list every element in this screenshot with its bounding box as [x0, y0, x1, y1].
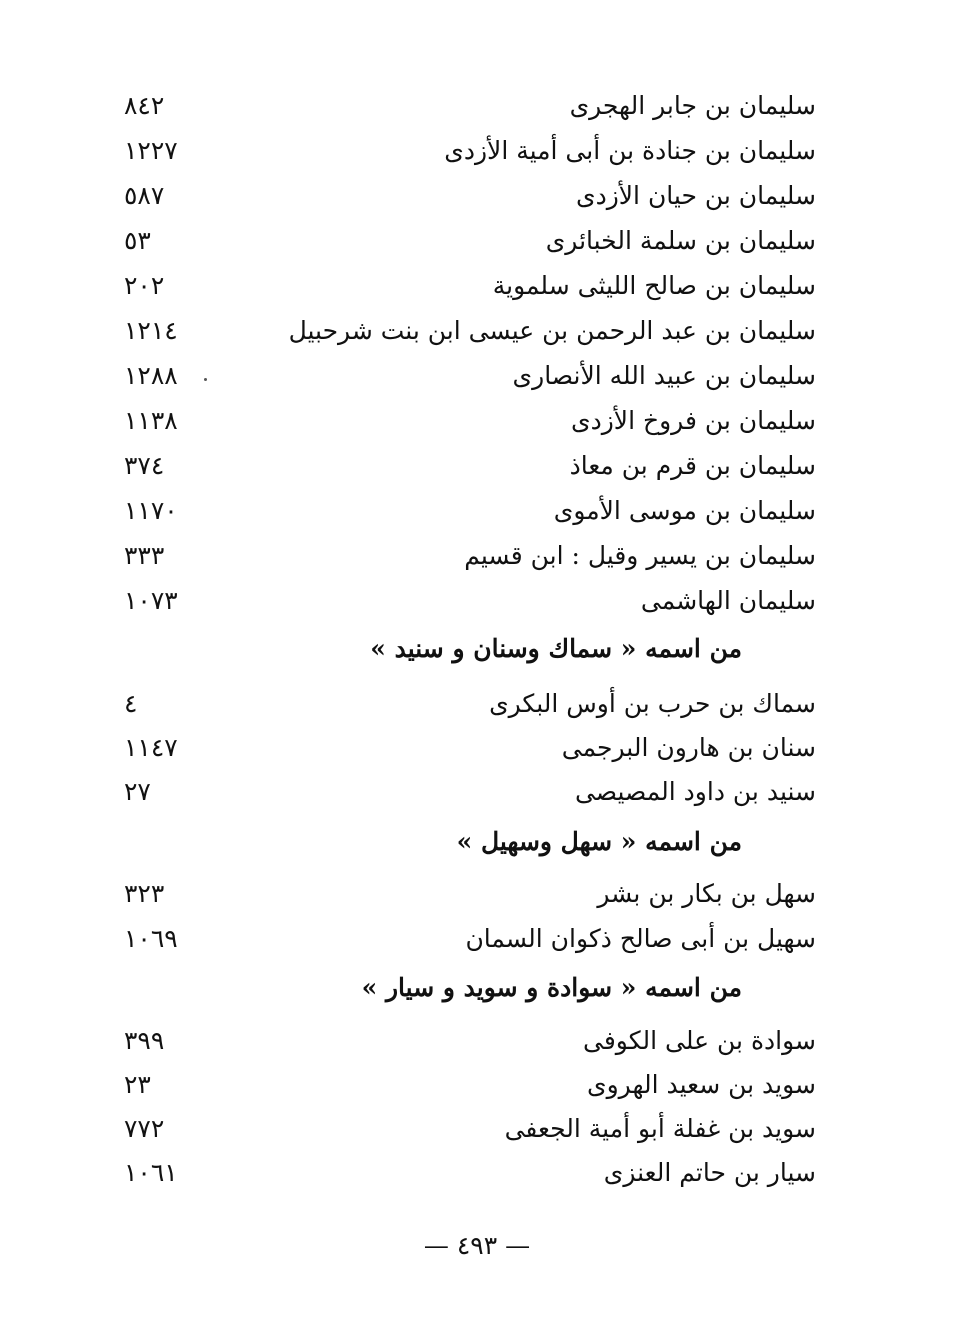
index-entry: [110, 1021, 816, 1061]
entry-name: سليمان بن صالح الليثى سلموية: [492, 271, 816, 300]
index-entry: [110, 874, 816, 914]
entry-page-number: ٥٣: [124, 226, 151, 255]
index-entry: [110, 919, 816, 959]
entry-name: سوادة بن على الكوفى: [583, 1026, 816, 1055]
entry-page-number: ٣٣٣: [124, 541, 165, 570]
entry-name: سليمان الهاشمى: [640, 586, 816, 615]
entry-page-number: ٢٣: [124, 1070, 151, 1099]
index-entry: [110, 356, 816, 396]
index-entry: [110, 131, 816, 171]
entry-page-number: ٢٧: [124, 777, 151, 806]
entry-name: سويد بن غفلة أبو أمية الجعفى: [504, 1114, 816, 1143]
index-entry: [110, 266, 816, 306]
index-entry: [110, 536, 816, 576]
index-entry: [110, 684, 816, 724]
entry-page-number: ٣٩٩: [124, 1026, 165, 1055]
entry-page-number: ١١٣٨: [124, 406, 178, 435]
entry-name: سليمان بن سلمة الخبائرى: [545, 226, 816, 255]
index-entry: [110, 1153, 816, 1193]
entry-page-number: ١٢١٤: [124, 316, 178, 345]
entry-name: سليمان بن موسى الأموى: [553, 496, 816, 525]
entry-name: سنان بن هارون البرجمى: [561, 733, 816, 762]
entry-name: سويد بن سعيد الهروى: [587, 1070, 816, 1099]
entry-page-number: ١٠٧٣: [124, 586, 178, 615]
entry-name: سليمان بن يسير وقيل : ابن قسيم: [464, 541, 816, 570]
entry-name: سليمان بن جنادة بن أبى أمية الأزدى: [444, 136, 816, 165]
entry-page-number: ١٢٨٨: [124, 361, 178, 390]
entry-name: سماك بن حرب بن أوس البكرى: [489, 689, 816, 718]
index-entry: [110, 221, 816, 261]
entry-page-number: ٤: [124, 689, 138, 718]
section-heading: من اسمه « سماك وسنان و سنيد »: [370, 634, 742, 663]
entry-page-number: ١١٤٧: [124, 733, 178, 762]
entry-name: سليمان بن عبد الرحمن بن عيسى ابن بنت شرحبيل: [288, 316, 816, 345]
entry-page-number: ٧٧٢: [124, 1114, 165, 1143]
speck-mark: [204, 378, 207, 381]
entry-page-number: ١٠٦١: [124, 1158, 178, 1187]
index-entry: [110, 728, 816, 768]
entry-page-number: ١٠٦٩: [124, 924, 178, 953]
index-entry: [110, 1109, 816, 1149]
entry-page-number: ١١٧٠: [124, 496, 178, 525]
index-entry: [110, 772, 816, 812]
entry-page-number: ٣٧٤: [124, 451, 165, 480]
entry-name: سهل بن بكار بن بشر: [597, 879, 816, 908]
entry-page-number: ٢٠٢: [124, 271, 165, 300]
entry-page-number: ٣٢٣: [124, 879, 165, 908]
section-heading: من اسمه « سهل وسهيل »: [456, 827, 742, 856]
index-entry: [110, 446, 816, 486]
entry-name: سليمان بن حيان الأزدى: [576, 181, 816, 210]
index-entry: [110, 1065, 816, 1105]
page-number: — ٤٩٣ —: [423, 1231, 531, 1260]
entry-name: سليمان بن جابر الهجرى: [569, 91, 816, 120]
entry-name: سهيل بن أبى صالح ذكوان السمان: [465, 924, 816, 953]
entry-page-number: ١٢٢٧: [124, 136, 178, 165]
index-entry: [110, 401, 816, 441]
entry-name: سيار بن حاتم العنزى: [603, 1158, 816, 1187]
index-entry: [110, 311, 816, 351]
index-entry: [110, 176, 816, 216]
entry-name: سنيد بن داود المصيصى: [574, 777, 816, 806]
entry-name: سليمان بن عبيد الله الأنصارى: [512, 361, 816, 390]
index-entry: [110, 581, 816, 621]
section-heading: من اسمه « سوادة و سويد و سيار »: [361, 973, 742, 1002]
entry-page-number: ٨٤٢: [124, 91, 165, 120]
entry-page-number: ٥٨٧: [124, 181, 165, 210]
entry-name: سليمان بن فروخ الأزدى: [571, 406, 816, 435]
entry-name: سليمان بن قرم بن معاذ: [569, 451, 816, 480]
index-entry: [110, 491, 816, 531]
index-entry: [110, 86, 816, 126]
